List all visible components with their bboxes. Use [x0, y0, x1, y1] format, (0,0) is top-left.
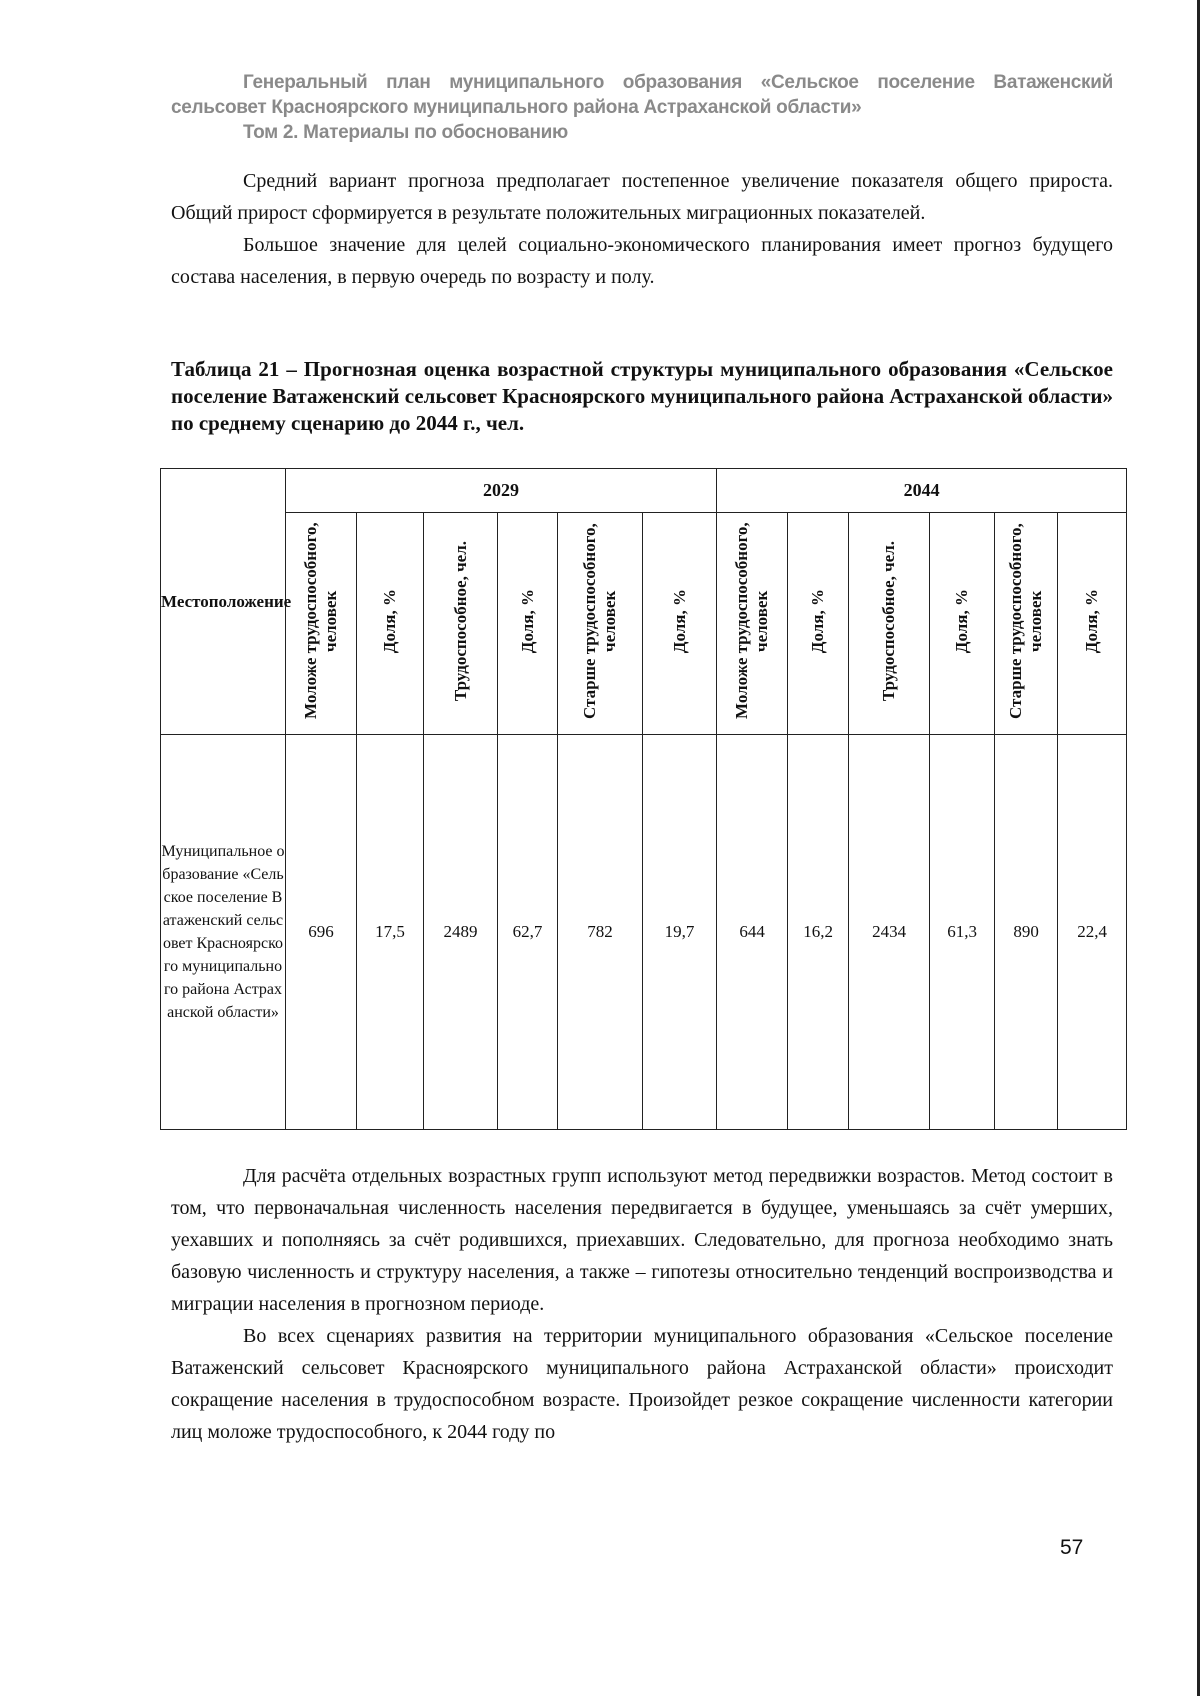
column-header: Старше трудоспособного, человек — [995, 513, 1058, 735]
value-cell: 16,2 — [788, 735, 849, 1130]
age-structure-table — [160, 468, 1127, 1130]
year-header-2029: 2029 — [286, 469, 717, 513]
column-header: Старше трудоспособного, человек — [558, 513, 643, 735]
paragraph: Большое значение для целей социально-экономического планирования имеет прогноз будущего состава населения, в первую очередь по возрасту и полу. — [171, 234, 1113, 288]
value-cell: 2489 — [424, 735, 498, 1130]
paragraph: Во всех сценариях развития на территории муниципального образования «Сельское поселение Ватаженский сельсовет Красноярского муниципального района Астраханской области» происходит сокращение населения в трудоспособном возрасте. Произойдет резкое сокращение численности категории лиц моложе трудоспособного, к 2044 году по — [171, 1325, 1113, 1443]
column-header: Доля, % — [643, 513, 717, 735]
value-cell: 22,4 — [1058, 735, 1127, 1130]
column-header: Доля, % — [1058, 513, 1127, 735]
column-header: Трудоспособное, чел. — [849, 513, 930, 735]
value-cell: 62,7 — [498, 735, 558, 1130]
value-cell: 2434 — [849, 735, 930, 1130]
column-header: Моложе трудоспособного, человек — [717, 513, 788, 735]
table-caption: Таблица 21 – Прогнозная оценка возрастной структуры муниципального образования «Сельское поселение Ватаженский сельсовет Красноярского муниципального района Астраханской области» по среднему сценарию до 2044 г., чел. — [171, 357, 1113, 435]
column-header: Доля, % — [498, 513, 558, 735]
column-header: Доля, % — [357, 513, 424, 735]
intro-text — [171, 165, 1113, 293]
column-header: Доля, % — [788, 513, 849, 735]
column-header: Доля, % — [930, 513, 995, 735]
location-header: Местоположение — [161, 469, 286, 735]
column-header: Моложе трудоспособного, человек — [286, 513, 357, 735]
paragraph: Для расчёта отдельных возрастных групп используют метод передвижки возрастов. Метод состоит в том, что первоначальная численность населения передвигается в будущее, уменьшаясь за счёт умерших, уехавших и пополняясь за счёт родившихся, приехавших. Следовательно, для прогноза необходимо знать базовую численность и структуру населения, а также – гипотезы относительно тенденций воспроизводства и миграции населения в прогнозном периоде. — [171, 1165, 1113, 1315]
column-header: Трудоспособное, чел. — [424, 513, 498, 735]
value-cell: 782 — [558, 735, 643, 1130]
value-cell: 696 — [286, 735, 357, 1130]
table-row — [161, 735, 1127, 1130]
value-cell: 644 — [717, 735, 788, 1130]
header-title: Генеральный план муниципального образования «Сельское поселение Ватаженский сельсовет Красноярского муниципального района Астраханской области» — [171, 72, 1113, 118]
body-text — [171, 1160, 1113, 1448]
running-header — [171, 70, 1113, 145]
page-number: 57 — [1060, 1536, 1084, 1559]
header-volume: Том 2. Материалы по обоснованию — [243, 122, 568, 143]
location-cell: Муниципальное образование «Сельское поселение Ватаженский сельсовет Красноярского муниципального района Астраханской области» — [161, 735, 286, 1130]
value-cell: 890 — [995, 735, 1058, 1130]
paragraph: Средний вариант прогноза предполагает постепенное увеличение показателя общего прироста. Общий прирост сформируется в результате положительных миграционных показателей. — [171, 170, 1113, 224]
value-cell: 19,7 — [643, 735, 717, 1130]
value-cell: 17,5 — [357, 735, 424, 1130]
year-header-2044: 2044 — [717, 469, 1127, 513]
value-cell: 61,3 — [930, 735, 995, 1130]
